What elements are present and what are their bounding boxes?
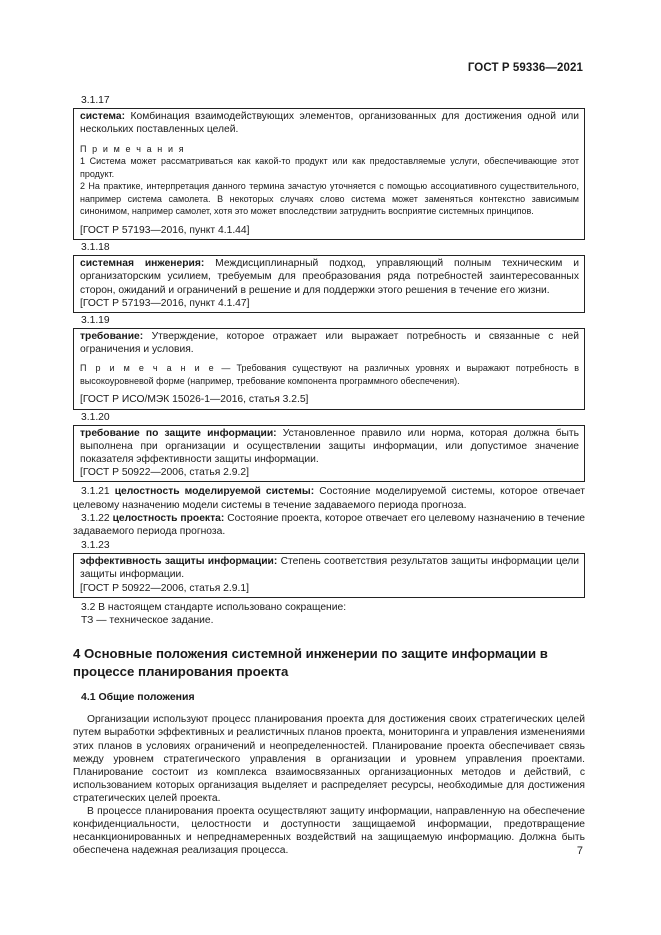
term-definition: эффективность защиты информации: Степень соответствия результатов защиты информации цели защиты информации.: [80, 556, 580, 581]
notes-heading: П р и м е ч а н и я: [80, 144, 186, 155]
term-box-protection-effectiveness: [73, 553, 585, 598]
standard-header: ГОСТ Р 59336—2021: [467, 62, 583, 74]
term-definition: требование: Утверждение, которое отражает или выражает потребность и связанные с ней ограничения и условия.: [80, 330, 579, 356]
note-label: П р и м е ч а н и е: [80, 363, 216, 374]
section-title: 4 Основные положения системной инженерии по защите информации в процессе планирования проекта: [73, 646, 548, 679]
abbrev-intro: 3.2 В настоящем стандарте использовано сокращение:: [81, 601, 347, 613]
term-definition: требование по защите информации: Установленное правило или норма, которая должна быть выполнена при организации и осуществлении защиты информации, или допустимое значение показателя эффективности защиты информации.: [80, 427, 580, 465]
term-source: [ГОСТ Р 57193—2016, пункт 4.1.47]: [80, 297, 250, 309]
term-source: [ГОСТ Р 57193—2016, пункт 4.1.44]: [80, 224, 250, 236]
term-definition: система: Комбинация взаимодействующих элементов, организованных для достижения одной или нескольких поставленных целей.: [80, 111, 579, 136]
term-definition: системная инженерия: Междисциплинарный подход, управляющий полным техническим и организаторским усилием, требуемым для преобразования ряда потребностей заинтересованных сторон, ожиданий и ограничений в решение и для поддержки этого решения в течение его жизни.: [80, 258, 579, 296]
term-number: 3.1.20: [81, 411, 110, 423]
subsection-title: 4.1 Общие положения: [81, 691, 195, 704]
term-source: [ГОСТ Р 50922—2006, статья 2.9.2]: [80, 467, 249, 479]
term-name: целостность моделируемой системы:: [114, 486, 315, 498]
term-inline-3-1-21: 3.1.21 целостность моделируемой системы: Состояние моделируемой системы, которое отвечает целевому назначению модели системы в течение задаваемого периода прогноза.: [73, 486, 585, 511]
term-number: 3.1.19: [81, 314, 110, 326]
term-number: 3.1.18: [81, 242, 110, 254]
term-name: целостность проекта:: [112, 512, 225, 524]
term-box-protection-requirement: [73, 425, 585, 483]
paragraph: Организации используют процесс планирования проекта для достижения своих стратегических целей путем выработки эффективных и реалистичных планов проекта, мониторинга и управления изменениями этих планов в условиях ограничений и неопределенностей. Планирование проекта обеспечивает связь между уровнем стратегического управления в организации и уровнем управления проектами. Планирование состоит из комплекса взаимосвязанных организационных методов и действий, с использованием которых организация выделяет и распределяет ресурсы, необходимые для достижения стратегических целей проекта.: [73, 714, 585, 804]
term-box-systems-engineering: [73, 255, 585, 313]
term-number: 3.1.23: [81, 540, 110, 552]
term-source: [ГОСТ Р ИСО/МЭК 15026-1—2016, статья 3.2.5]: [80, 394, 309, 406]
term-name: требование по защите информации:: [80, 427, 277, 439]
term-number: 3.1.17: [81, 95, 110, 106]
term-source: [ГОСТ Р 50922—2006, статья 2.9.1]: [80, 582, 249, 594]
note: П р и м е ч а н и е — Требования существуют на различных уровнях и выражают потребность в высокоуровневой форме (например, требование компонента программного обеспечения).: [80, 363, 580, 386]
page-number: 7: [576, 845, 583, 857]
abbrev-item: ТЗ — техническое задание.: [81, 614, 214, 626]
term-name: системная инженерия:: [80, 258, 205, 270]
term-box-requirement: [73, 328, 585, 410]
paragraph: В процессе планирования проекта осуществляют защиту информации, направленную на обеспечение конфиденциальности, целостности и доступности защищаемой информации, предотвращение несанкционированных и непреднамеренных воздействий на защищаемую информацию. Должна быть обеспечена надежная реализация процесса.: [73, 806, 585, 857]
term-name: требование:: [80, 330, 144, 342]
term-name: система:: [80, 111, 126, 122]
page-content: [73, 93, 585, 857]
term-name: эффективность защиты информации:: [80, 556, 278, 568]
note-2: 2 На практике, интерпретация данного термина зачастую уточняется с помощью ассоциативного существительного, например система самолета. В некоторых случаях слово система может заменяться контекстно зависимым синонимом, например самолет, хотя это может впоследствии затруднить восприятие системных принципов.: [80, 181, 579, 217]
term-box-system: [73, 108, 585, 240]
note-1: 1 Система может рассматриваться как какой-то продукт или как предоставляемые услуги, обеспечивающие этот продукт.: [80, 156, 579, 179]
term-inline-3-1-22: 3.1.22 целостность проекта: Состояние проекта, которое отвечает его целевому назначению в течение задаваемого периода прогноза.: [73, 512, 585, 537]
